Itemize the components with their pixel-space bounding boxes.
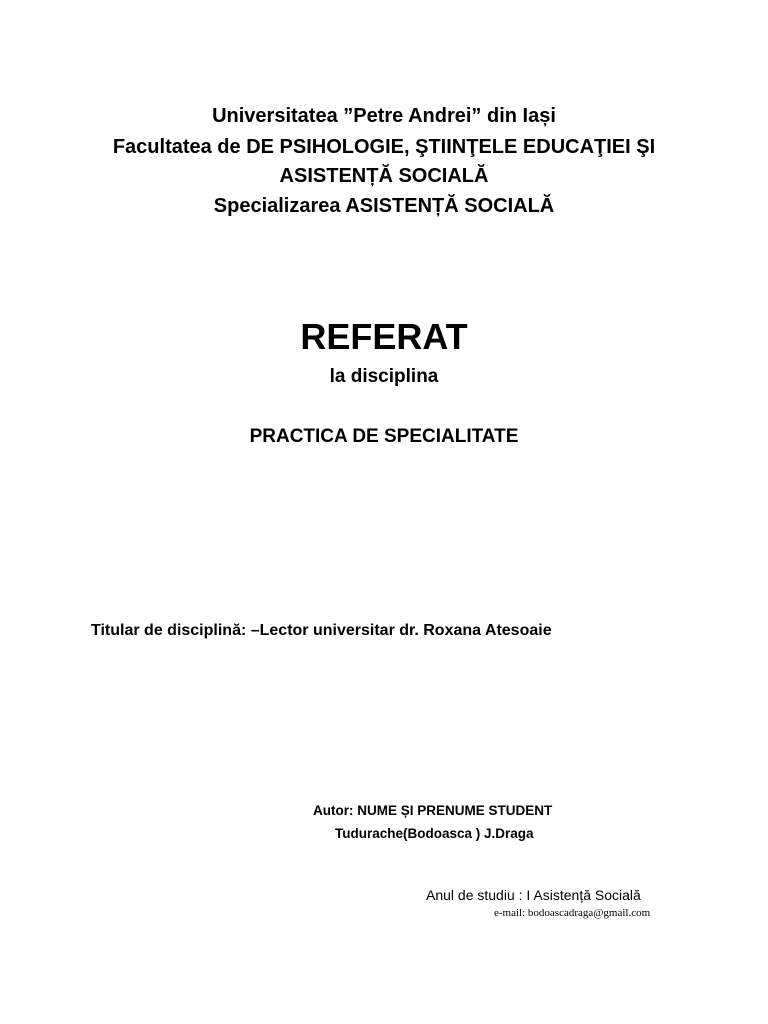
document-subtitle: la disciplina <box>329 366 439 387</box>
author-name: Tudurache(Bodoasca ) J.Draga <box>335 826 534 841</box>
discipline-name: PRACTICA DE SPECIALITATE <box>249 426 519 447</box>
specialization: Specializarea ASISTENȚĂ SOCIALĂ <box>213 195 555 217</box>
study-year: Anul de studiu : I Asistență Socială <box>426 887 641 903</box>
course-titular: Titular de disciplină: –Lector universitar dr. Roxana Atesoaie <box>91 622 552 639</box>
faculty-name-line2: ASISTENȚĂ SOCIALĂ <box>279 165 489 187</box>
document-title: REFERAT <box>300 316 468 357</box>
author-label: Autor: NUME ȘI PRENUME STUDENT <box>313 803 553 818</box>
author-email: e-mail: bodoascadraga@gmail.com <box>494 907 651 919</box>
faculty-name-line1: Facultatea de DE PSIHOLOGIE, ŞTIINŢELE EDUCAŢIEI ŞI <box>112 136 656 158</box>
university-name: Universitatea ”Petre Andrei” din Iași <box>212 105 556 127</box>
